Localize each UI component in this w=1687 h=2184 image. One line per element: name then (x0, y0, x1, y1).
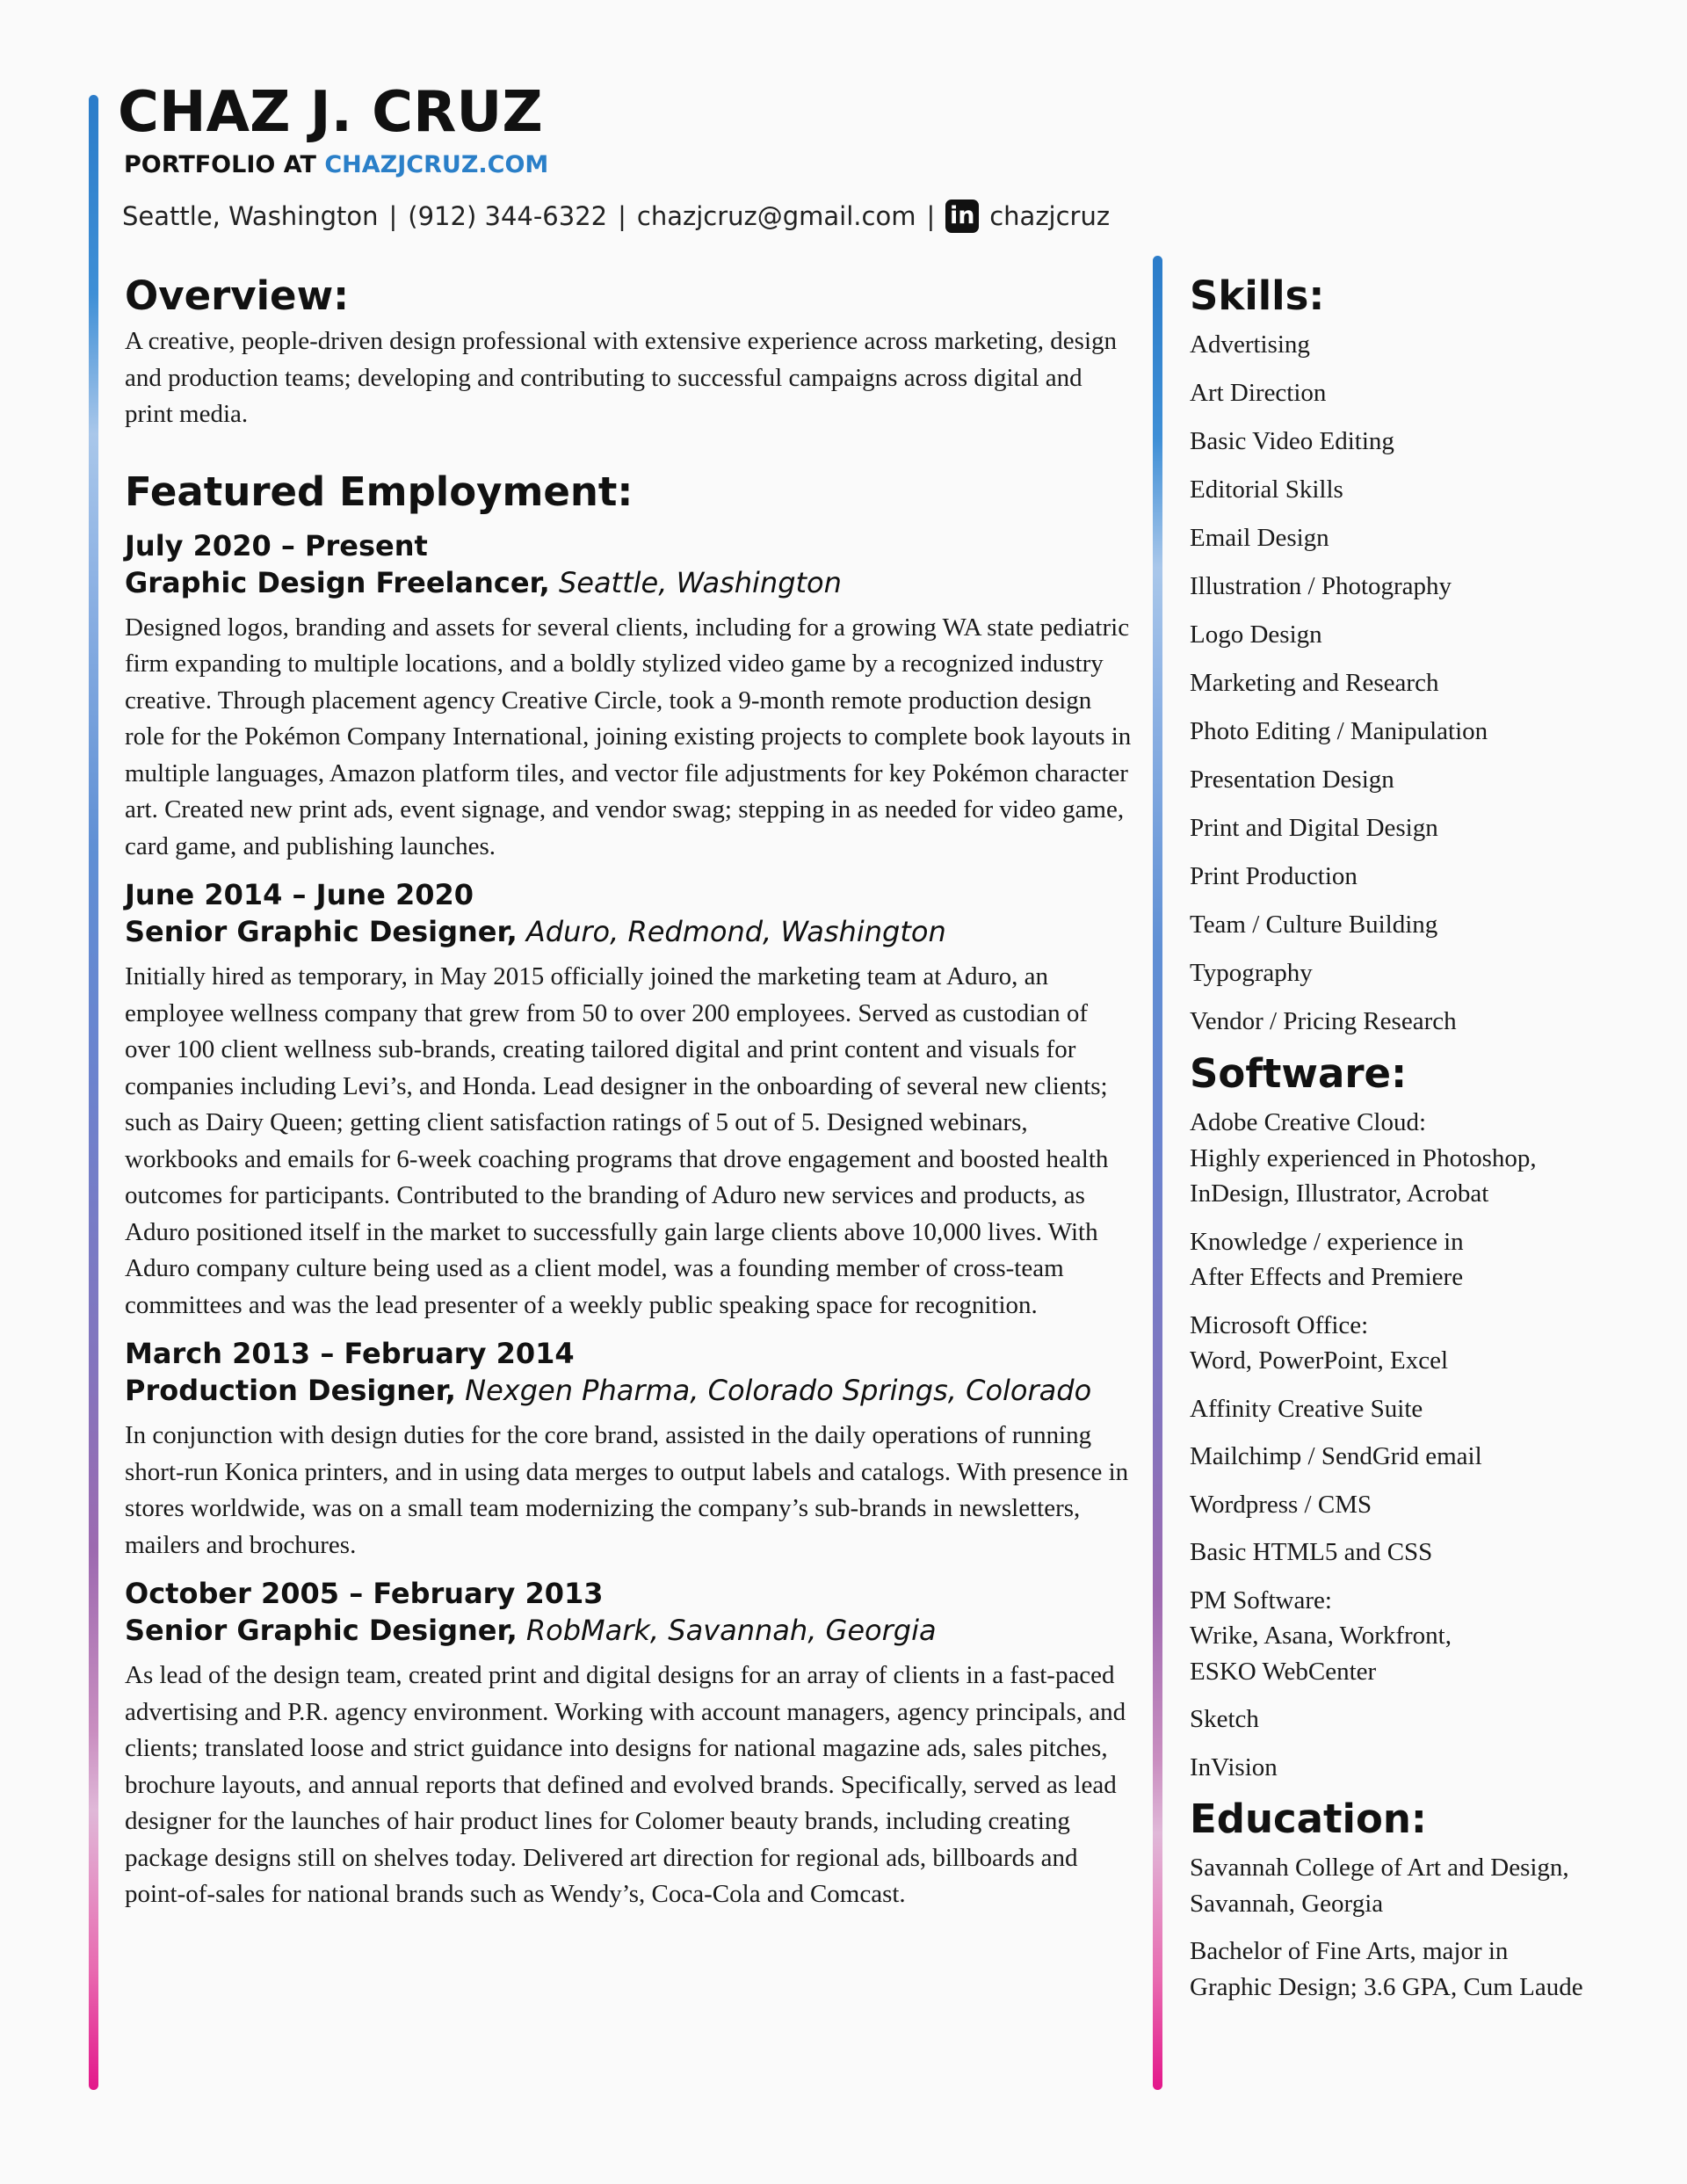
software-line: Knowledge / experience in (1190, 1227, 1464, 1256)
education-title: Education: (1190, 1796, 1427, 1842)
education-line: Bachelor of Fine Arts, major in (1190, 1937, 1509, 1965)
software-line: InVision (1190, 1752, 1278, 1781)
employment-title: Featured Employment: (125, 468, 634, 515)
software-item (1190, 1391, 1647, 1427)
software-item (1190, 1583, 1647, 1690)
accent-bar-right (1153, 256, 1162, 2090)
software-line: Adobe Creative Cloud: (1190, 1108, 1427, 1136)
job-role: Production Designer, (125, 1374, 456, 1407)
linkedin-icon: in (945, 200, 979, 233)
software-item (1190, 1224, 1647, 1295)
software-title: Software: (1190, 1050, 1408, 1097)
location-text: Seattle, Washington (122, 201, 379, 231)
candidate-name: CHAZ J. CRUZ (118, 80, 543, 145)
software-item (1190, 1439, 1647, 1475)
job-dates: October 2005 – February 2013 (125, 1577, 604, 1610)
skill-item: Art Direction (1190, 379, 1327, 407)
job-title (125, 1612, 1135, 1649)
separator: | (926, 201, 936, 231)
overview-title: Overview: (125, 272, 350, 319)
skill-item: Email Design (1190, 524, 1329, 552)
job-description: Designed logos, branding and assets for several clients, including for a growing WA state pediatric firm expanding to multiple locations, and a boldly stylized video game by a recognized industry creative. Through placement agency Creative Circle, took a 9-month remote production design role for the Pokémon Company International, joining existing projects to complete book layouts in multiple languages, Amazon platform tiles, and vector file adjustments for key Pokémon character art. Created new print ads, event signage, and vendor swag; stepping in as needed for video game, card game, and publishing launches. (125, 613, 1132, 860)
education-list (1190, 1850, 1647, 2005)
linkedin-handle: chazjcruz (989, 201, 1111, 231)
software-line: InDesign, Illustrator, Acrobat (1190, 1179, 1489, 1208)
phone-text: (912) 344-6322 (408, 201, 608, 231)
education-line: Graphic Design; 3.6 GPA, Cum Laude (1190, 1972, 1583, 2001)
software-item (1190, 1308, 1647, 1379)
software-line: Wrike, Asana, Workfront, (1190, 1622, 1452, 1650)
job-title (125, 913, 1135, 950)
job-place: Nexgen Pharma, Colorado Springs, Colorado (465, 1374, 1092, 1407)
job-place: RobMark, Savannah, Georgia (525, 1614, 937, 1647)
skill-item: Editorial Skills (1190, 475, 1343, 504)
portfolio-line (124, 151, 548, 178)
contact-line (122, 200, 1110, 233)
skill-item: Team / Culture Building (1190, 911, 1438, 939)
job-description: Initially hired as temporary, in May 2015 officially joined the marketing team at Aduro, an employee wellness company that grew from 50 to over 200 employees. Served as custodian of over 100 client wellness sub-brands, creating tailored digital and print content and visuals for companies including Levi’s, and Honda. Lead designer in the onboarding of several new clients; such as Dairy Queen; getting client satisfaction ratings of 5 out of 5. Designed webinars, workbooks and emails for 6-week coaching programs that drove engagement and boosted health outcomes for participants. Contributed to the branding of Aduro new services and products, as Aduro positioned itself in the market to successfully gain large clients above 10,000 lives. With Aduro company culture being used as a client model, was a founding member of cross-team committees and was the lead presenter of a weekly public speaking space for recognition. (125, 962, 1109, 1319)
sidebar-column (1190, 269, 1647, 2017)
job-description: In conjunction with design duties for the core brand, assisted in the daily operations of running short-run Konica printers, and in using data merges to output labels and catalogs. With presence in stores worldwide, was on a small team modernizing the company’s sub-brands in newsletters, mailers and brochures. (125, 1421, 1129, 1559)
skills-title: Skills: (1190, 272, 1325, 319)
software-line: PM Software: (1190, 1585, 1332, 1614)
job-role: Graphic Design Freelancer, (125, 565, 550, 599)
skill-item: Vendor / Pricing Research (1190, 1007, 1457, 1035)
job-role: Senior Graphic Designer, (125, 915, 518, 948)
overview-text: A creative, people-driven design professional with extensive experience across marketing, design and production teams; developing and contributing to successful campaigns across digital and print media. (125, 327, 1118, 428)
separator: | (388, 201, 398, 231)
job-title (125, 564, 1135, 601)
software-line: Word, PowerPoint, Excel (1190, 1346, 1449, 1375)
software-item (1190, 1535, 1647, 1571)
skill-item: Advertising (1190, 330, 1310, 359)
skill-item: Logo Design (1190, 620, 1322, 649)
job-role: Senior Graphic Designer, (125, 1614, 518, 1647)
job-description: As lead of the design team, created print and digital designs for an array of clients in a fast-paced advertising and P.R. agency environment. Working with account managers, agency principals, and clients; translated loose and strict guidance into designs for national magazine ads, sales pitches, brochure layouts, and annual reports that defined and evolved brands. Specifically, served as lead designer for the launches of hair product lines for Colomer beauty brands, including creating package designs still on shelves today. Delivered art direction for regional ads, billboards and point-of-sales for national brands such as Wendy’s, Coca-Cola and Comcast. (125, 1661, 1126, 1908)
job-dates: June 2014 – June 2020 (125, 878, 474, 911)
skill-item: Illustration / Photography (1190, 572, 1452, 600)
software-item (1190, 1750, 1647, 1786)
software-list (1190, 1105, 1647, 1785)
job-dates: March 2013 – February 2014 (125, 1337, 575, 1370)
software-line: Highly experienced in Photoshop, (1190, 1143, 1537, 1172)
skill-item: Typography (1190, 959, 1313, 987)
software-line: Microsoft Office: (1190, 1310, 1369, 1339)
software-line: Affinity Creative Suite (1190, 1394, 1423, 1423)
job-entry (125, 1336, 1135, 1564)
email-text: chazjcruz@gmail.com (636, 201, 916, 231)
job-dates: July 2020 – Present (125, 528, 428, 562)
job-title (125, 1372, 1135, 1409)
software-line: ESKO WebCenter (1190, 1657, 1377, 1686)
software-line: Mailchimp / SendGrid email (1190, 1442, 1482, 1470)
skills-list (1190, 329, 1647, 1054)
job-entry (125, 1576, 1135, 1913)
software-line: Sketch (1190, 1705, 1259, 1733)
software-line: Basic HTML5 and CSS (1190, 1538, 1433, 1566)
software-item (1190, 1105, 1647, 1212)
skill-item: Marketing and Research (1190, 669, 1439, 697)
job-place: Seattle, Washington (558, 565, 842, 599)
accent-bar-left (89, 95, 98, 2090)
software-line: After Effects and Premiere (1190, 1263, 1464, 1291)
job-place: Aduro, Redmond, Washington (525, 915, 946, 948)
job-entry (125, 528, 1135, 866)
separator: | (618, 201, 626, 231)
software-line: Wordpress / CMS (1190, 1490, 1372, 1519)
education-line: Savannah, Georgia (1190, 1889, 1384, 1918)
skill-item: Presentation Design (1190, 765, 1394, 794)
skill-item: Print Production (1190, 862, 1358, 890)
portfolio-prefix: PORTFOLIO AT (124, 151, 325, 178)
education-item (1190, 1850, 1647, 1921)
skill-item: Basic Video Editing (1190, 427, 1394, 455)
skill-item: Photo Editing / Manipulation (1190, 717, 1488, 745)
portfolio-link[interactable]: CHAZJCRUZ.COM (324, 151, 549, 178)
software-item (1190, 1701, 1647, 1738)
skill-item: Print and Digital Design (1190, 814, 1438, 842)
education-line: Savannah College of Art and Design, (1190, 1854, 1569, 1882)
education-item (1190, 1934, 1647, 2005)
software-item (1190, 1487, 1647, 1523)
main-column (125, 269, 1135, 1926)
job-entry (125, 877, 1135, 1324)
